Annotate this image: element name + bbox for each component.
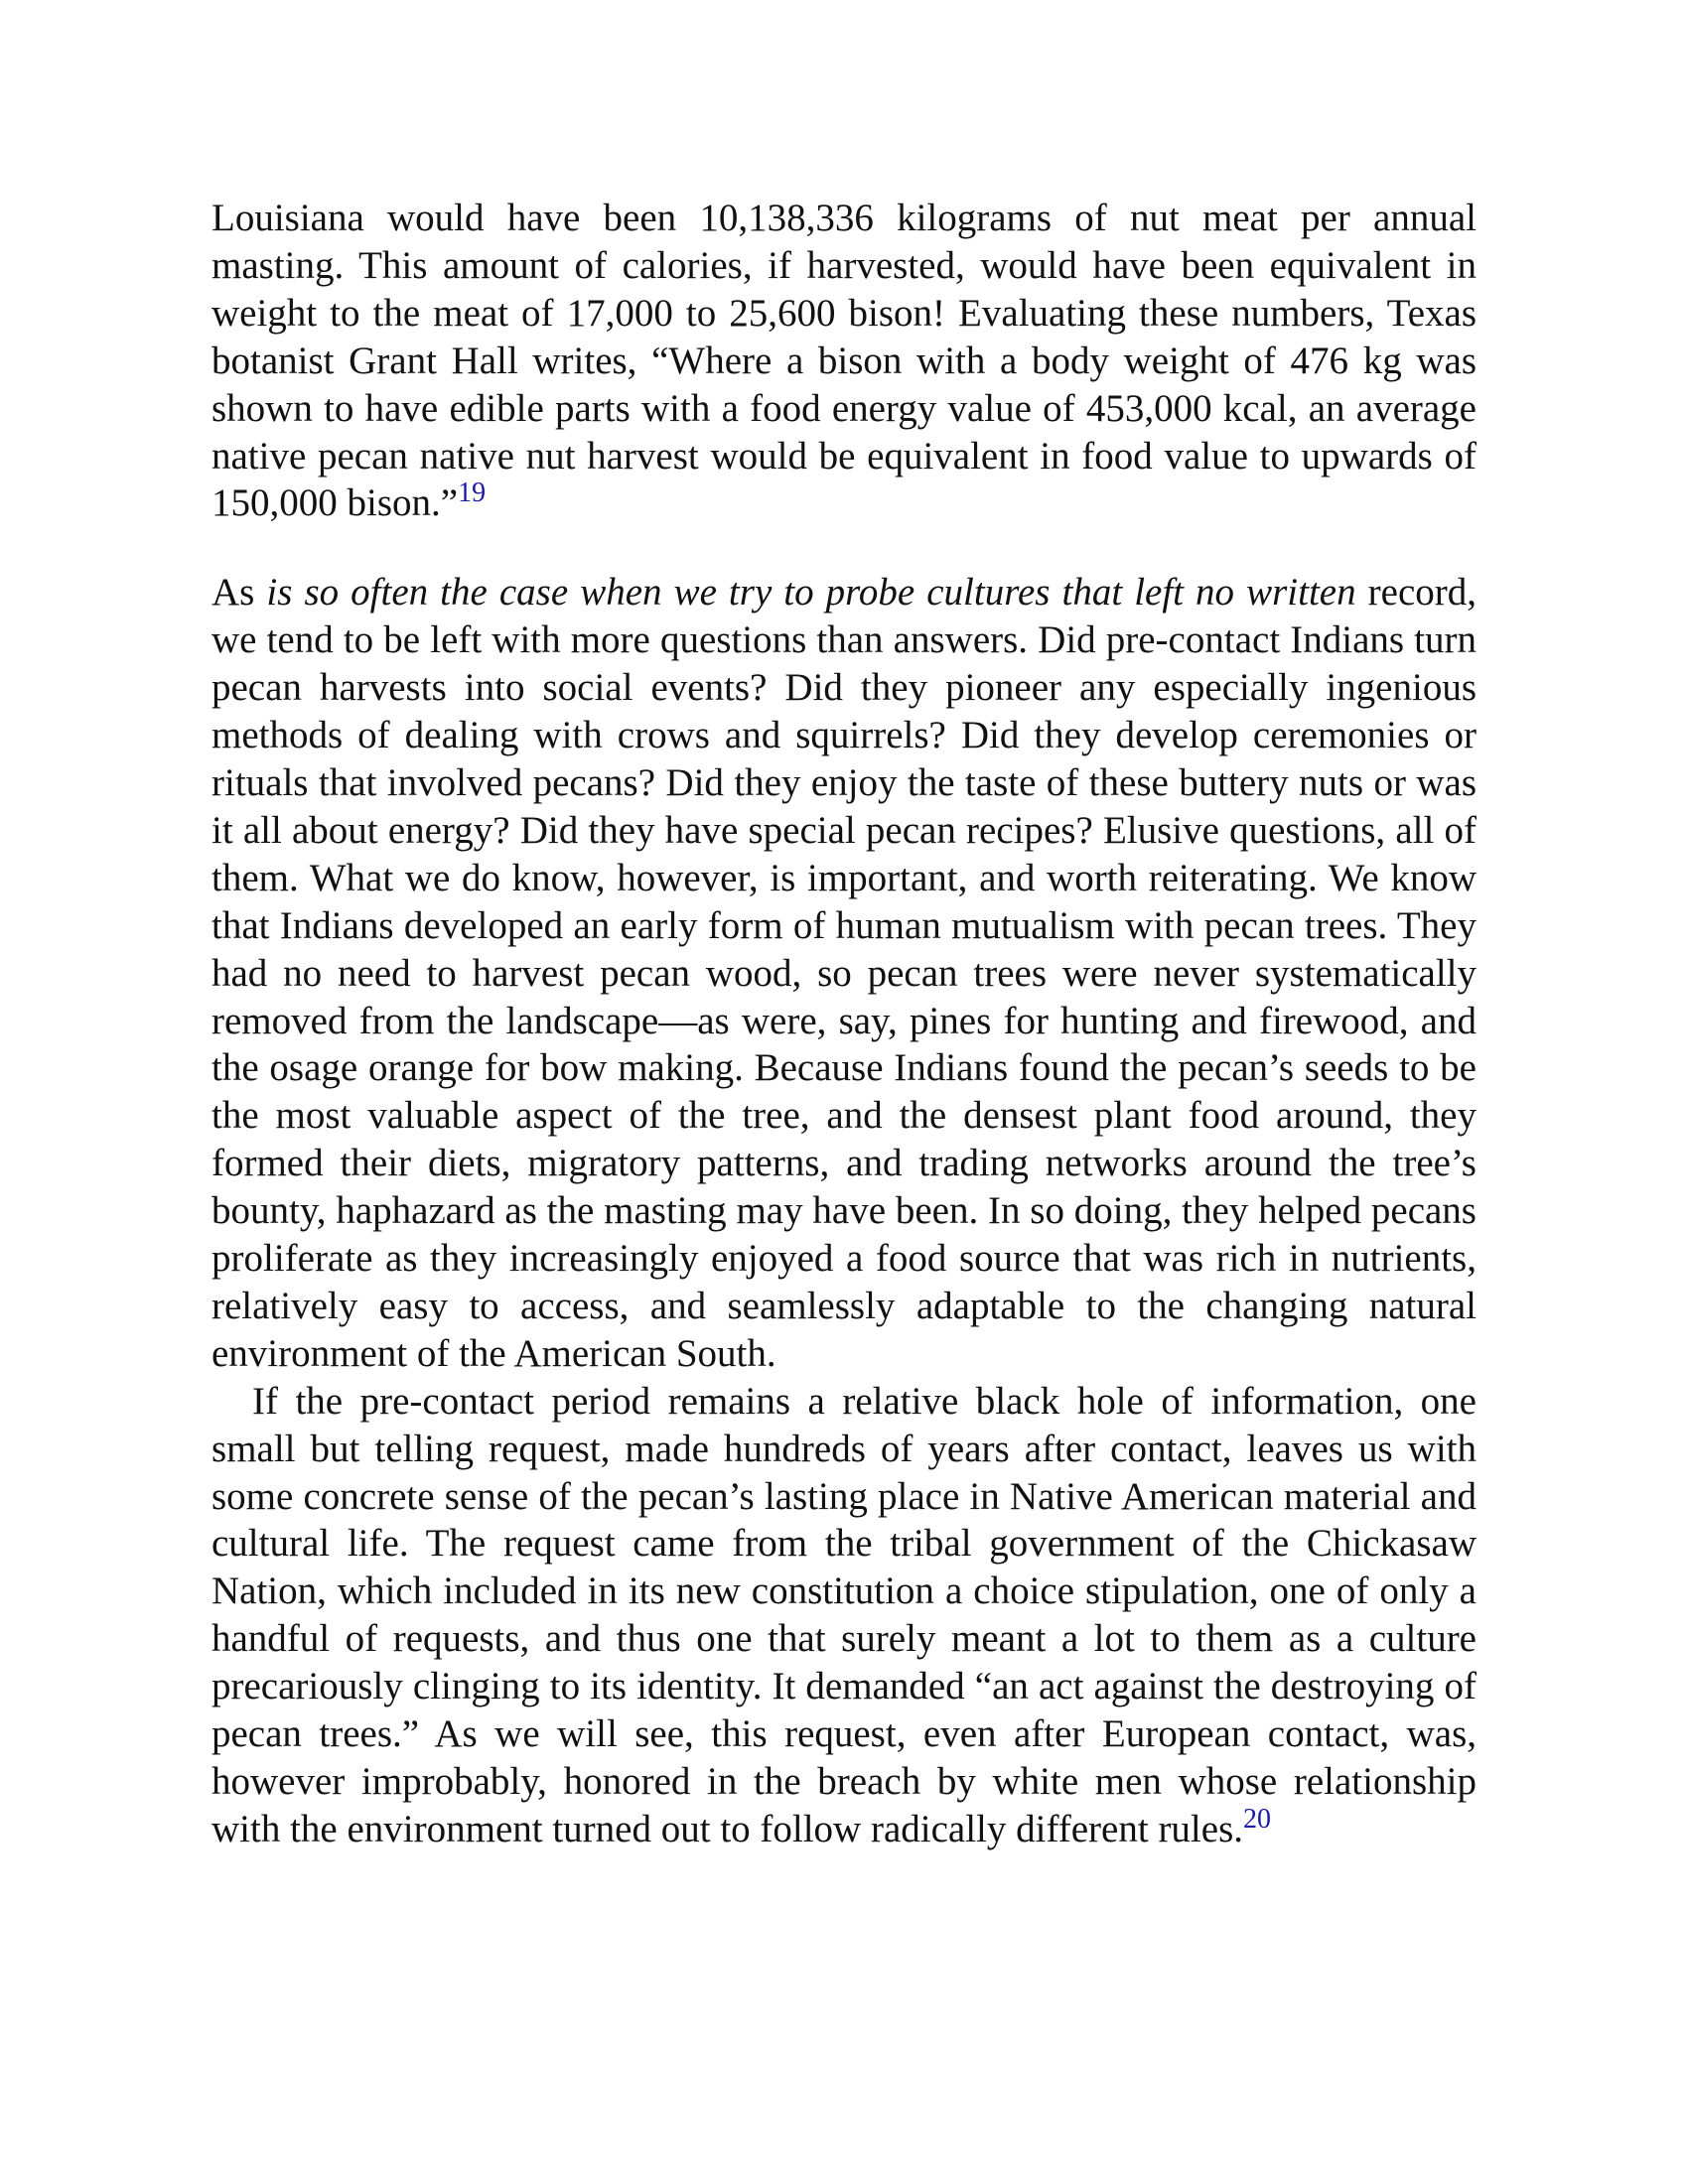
footnote-link-20[interactable]: 20 bbox=[1243, 1803, 1272, 1835]
paragraph-bison-comparison bbox=[211, 195, 1477, 527]
paragraph-text: record, we tend to be left with more questions than answers. Did pre-contact Indians turn pecan harvests into social events? Did they pioneer any especially ingenious methods of dealing with crows and squirrels? Did they develop ceremonies or rituals that involved pecans? Did they enjoy the taste of these buttery nuts or was it all about energy? Did they have special pecan recipes? Elusive questions, all of them. What we do know, however, is important, and worth reiterating. We know that Indians developed an early form of human mutualism with pecan trees. They had no need to harvest pecan wood, so pecan trees were never systematically removed from the landscape—as were, say, pines for hunting and firewood, and the osage orange for bow making. Because Indians found the pecan’s seeds to be the most valuable aspect of the tree, and the densest plant food around, they formed their diets, migratory patterns, and trading networks around the tree’s bounty, haphazard as the masting may have been. In so doing, they helped pecans proliferate as they increasingly enjoyed a food source that was rich in nutrients, relatively easy to access, and seamlessly adaptable to the changing natural environment of the American South. bbox=[211, 571, 1477, 1375]
paragraph-lead: As bbox=[211, 571, 267, 614]
paragraph-text: Louisiana would have been 10,138,336 kilograms of nut meat per annual masting. This amount of calories, if harvested, would have been equivalent in weight to the meat of 17,000 to 25,600 bison! Evaluating these numbers, Texas botanist Grant Hall writes, “Where a bison with a body weight of 476 kg was shown to have edible parts with a food energy value of 453,000 kcal, an average native pecan native nut harvest would be equivalent in food value to upwards of 150,000 bison.” bbox=[211, 197, 1477, 525]
paragraph-italic-phrase: is so often the case when we try to probe cultures that left no written bbox=[266, 571, 1356, 614]
paragraph-text: If the pre-contact period remains a relative black hole of information, one small but telling request, made hundreds of years after contact, leaves us with some concrete sense of the pecan’s lasting place in Native American material and cultural life. The request came from the tribal government of the Chickasaw Nation, which included in its new constitution a choice stipulation, one of only a handful of requests, and thus one that surely meant a lot to them as a culture precariously clinging to its identity. It demanded “an act against the destroying of pecan trees.” As we will see, this request, even after European contact, was, however improbably, honored in the breach by white men whose relationship with the environment turned out to follow radically different rules. bbox=[211, 1379, 1477, 1850]
paragraph-chickasaw-request bbox=[211, 1378, 1477, 1853]
paragraph-precontact-questions bbox=[211, 569, 1477, 1377]
footnote-link-19[interactable]: 19 bbox=[458, 478, 487, 509]
